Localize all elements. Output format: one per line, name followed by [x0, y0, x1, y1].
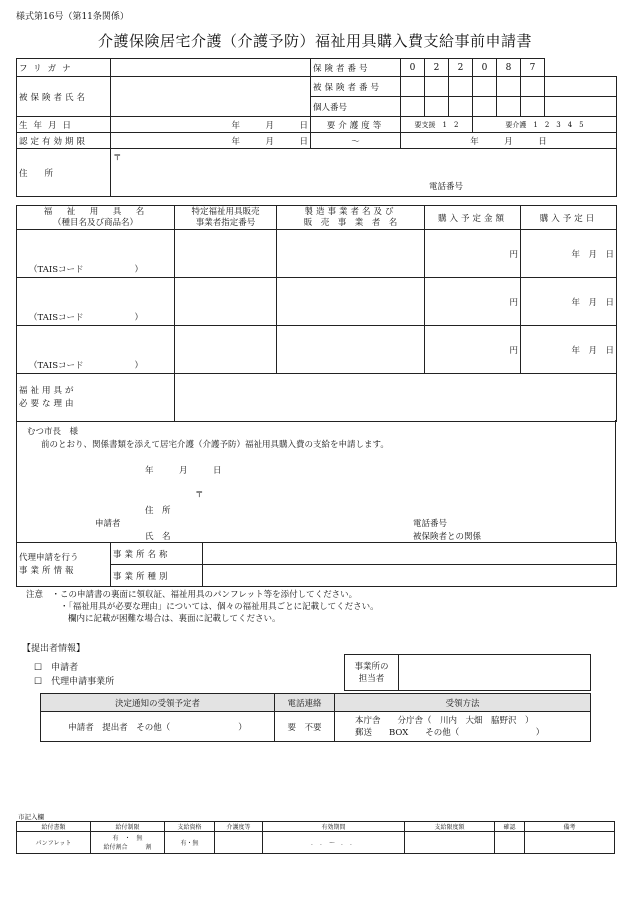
insured-no-box[interactable]	[497, 77, 521, 97]
method-options[interactable]: 本庁舎 分庁舎（ 川内 大畑 脇野沢 ） 郵送 BOX その他（ ）	[335, 712, 591, 742]
insurer-digit: 2	[425, 59, 449, 77]
city-col: 有効期間	[263, 822, 405, 832]
item-row	[17, 278, 617, 326]
applicant-name-label: 氏 名	[145, 532, 171, 542]
item-maker-cell[interactable]	[277, 326, 425, 374]
insured-no-box[interactable]	[449, 77, 473, 97]
personal-no-box[interactable]	[425, 97, 449, 117]
applicant-address-label: 住 所	[145, 506, 171, 516]
application-date[interactable]: 年 月 日	[145, 466, 222, 476]
receipt-col-phone: 電話連絡	[275, 694, 335, 712]
city-col: 給付制限	[91, 822, 165, 832]
form-number: 様式第16号（第11条関係）	[16, 12, 129, 22]
applicant-postal: 〒	[195, 490, 204, 500]
insured-name-field[interactable]	[111, 77, 311, 117]
agent-table	[16, 542, 617, 587]
application-statement: 前のとおり、関係書類を添えて居宅介護（介護予防）福祉用具購入費の支給を申請します。	[41, 440, 389, 450]
item-name-cell[interactable]: （TAISコード ）	[17, 230, 175, 278]
insurer-digit: 2	[449, 59, 473, 77]
reason-label: 福祉用具が 必要な理由	[17, 374, 175, 422]
item-row	[17, 326, 617, 374]
personal-no-box[interactable]	[449, 97, 473, 117]
insured-name-label: 被保険者氏名	[17, 77, 111, 117]
validity-tilde: ～	[311, 133, 401, 149]
items-col-name: 福 祉 用 具 名 （種目名及び商品名）	[17, 206, 175, 230]
application-table	[16, 58, 617, 197]
insured-no-box[interactable]	[473, 77, 497, 97]
application-block	[16, 420, 616, 543]
city-col: 備考	[525, 822, 615, 832]
insurer-no-label: 保険者番号	[311, 59, 401, 77]
insurer-digit: 0	[473, 59, 497, 77]
postal-mark: 〒	[113, 153, 122, 163]
note-1: ・この申請書の裏面に領収証、福祉用具のパンフレット等を添付してください。	[51, 590, 358, 600]
notes-head: 注意	[26, 590, 44, 600]
city-care-level	[215, 832, 263, 854]
city-table	[16, 821, 615, 854]
recipient-options[interactable]: 申請者 提出者 その他（ ）	[41, 712, 275, 742]
checkbox-icon[interactable]: ☐	[34, 677, 43, 687]
personal-no-box[interactable]	[545, 97, 617, 117]
office-type-label: 事業所種別	[111, 565, 203, 587]
care-level-label: 要介護度等	[311, 117, 401, 133]
address-label: 住 所	[17, 149, 111, 197]
validity-from[interactable]: 年 月 日	[111, 133, 311, 149]
insured-no-box[interactable]	[545, 77, 617, 97]
personal-no-box[interactable]	[401, 97, 425, 117]
office-type-field[interactable]	[203, 565, 617, 587]
city-period: ． ． ～ ． ．	[263, 832, 405, 854]
items-col-dealer-no: 特定福祉用具販売 事業者指定番号	[175, 206, 277, 230]
addressee: むつ市長 様	[27, 427, 79, 437]
city-limit-amount	[405, 832, 495, 854]
notes	[26, 589, 379, 625]
city-col: 給付書類	[17, 822, 91, 832]
item-name-cell[interactable]: （TAISコード ）	[17, 326, 175, 374]
city-col: 確認	[495, 822, 525, 832]
furigana-field[interactable]	[111, 59, 311, 77]
item-date-cell[interactable]: 年 月 日	[521, 230, 617, 278]
receipt-table	[40, 693, 591, 742]
checkbox-icon[interactable]: ☐	[34, 663, 43, 673]
address-field[interactable]	[111, 149, 617, 197]
city-pamphlet: パンフレット	[17, 832, 91, 854]
city-confirm	[495, 832, 525, 854]
phone-options[interactable]: 要 不要	[275, 712, 335, 742]
note-3: 欄内に記載が困難な場合は、裏面に記載してください。	[68, 614, 281, 624]
items-col-maker: 製造事業者名及び 販 売 事 業 者 名	[277, 206, 425, 230]
contact-field[interactable]	[399, 655, 591, 691]
reason-field[interactable]	[175, 374, 617, 422]
insured-no-box[interactable]	[521, 77, 545, 97]
city-remarks	[525, 832, 615, 854]
validity-label: 認定有効期限	[17, 133, 111, 149]
insured-no-box[interactable]	[401, 77, 425, 97]
care-level[interactable]: 要介護 1 2 3 4 5	[473, 117, 617, 133]
item-maker-cell[interactable]	[277, 278, 425, 326]
note-2: ・「福祉用具が必要な理由」については、個々の福祉用具ごとに記載してください。	[60, 602, 379, 612]
item-dealer-cell[interactable]	[175, 230, 277, 278]
city-col: 支給限度額	[405, 822, 495, 832]
furigana-label: フリガナ	[17, 59, 111, 77]
opt-applicant[interactable]: ☐ 申請者	[34, 663, 79, 673]
applicant-label: 申請者	[95, 519, 121, 529]
item-amount-cell[interactable]: 円	[425, 326, 521, 374]
city-eligibility: 有・無	[165, 832, 215, 854]
city-limit: 有 ・ 無 給付割合 割	[91, 832, 165, 854]
contact-label: 事業所の 担当者	[345, 655, 399, 691]
items-col-amount: 購入予定金額	[425, 206, 521, 230]
validity-to[interactable]: 年 月 日	[401, 133, 617, 149]
city-col: 支給資格	[165, 822, 215, 832]
contact-table	[344, 654, 591, 691]
personal-no-box[interactable]	[521, 97, 545, 117]
personal-no-box[interactable]	[497, 97, 521, 117]
receipt-col-method: 受領方法	[335, 694, 591, 712]
insured-no-box[interactable]	[425, 77, 449, 97]
submitter-heading: 【提出者情報】	[22, 644, 86, 654]
item-maker-cell[interactable]	[277, 230, 425, 278]
office-name-field[interactable]	[203, 543, 617, 565]
item-amount-cell[interactable]: 円	[425, 278, 521, 326]
birth-date[interactable]: 年 月 日	[111, 117, 311, 133]
item-date-cell[interactable]: 年 月 日	[521, 326, 617, 374]
phone-label: 電話番号	[429, 182, 464, 192]
city-heading: 市記入欄	[18, 813, 44, 821]
personal-no-box[interactable]	[473, 97, 497, 117]
item-amount-cell[interactable]: 円	[425, 230, 521, 278]
insurer-digit: 0	[401, 59, 425, 77]
items-col-date: 購入予定日	[521, 206, 617, 230]
items-table	[16, 205, 617, 422]
insurer-digit: 8	[497, 59, 521, 77]
office-name-label: 事業所名称	[111, 543, 203, 565]
opt-agent-office[interactable]: ☐ 代理申請事業所	[34, 677, 115, 687]
page-title: 介護保険居宅介護（介護予防）福祉用具購入費支給事前申請書	[97, 32, 532, 50]
item-dealer-cell[interactable]	[175, 278, 277, 326]
relation-label: 被保険者との関係	[413, 532, 482, 542]
receipt-col-recipient: 決定通知の受領予定者	[41, 694, 275, 712]
support-level[interactable]: 要支援 1 2	[401, 117, 473, 133]
item-date-cell[interactable]: 年 月 日	[521, 278, 617, 326]
item-dealer-cell[interactable]	[175, 326, 277, 374]
item-row	[17, 230, 617, 278]
city-col: 介護度等	[215, 822, 263, 832]
birth-label: 生年月日	[17, 117, 111, 133]
item-name-cell[interactable]: （TAISコード ）	[17, 278, 175, 326]
insurer-digit: 7	[521, 59, 545, 77]
personal-no-label: 個人番号	[311, 97, 401, 117]
applicant-phone-label: 電話番号	[413, 519, 448, 529]
insured-no-label: 被保険者番号	[311, 77, 401, 97]
agent-label: 代理申請を行う 事業所情報	[17, 543, 111, 587]
